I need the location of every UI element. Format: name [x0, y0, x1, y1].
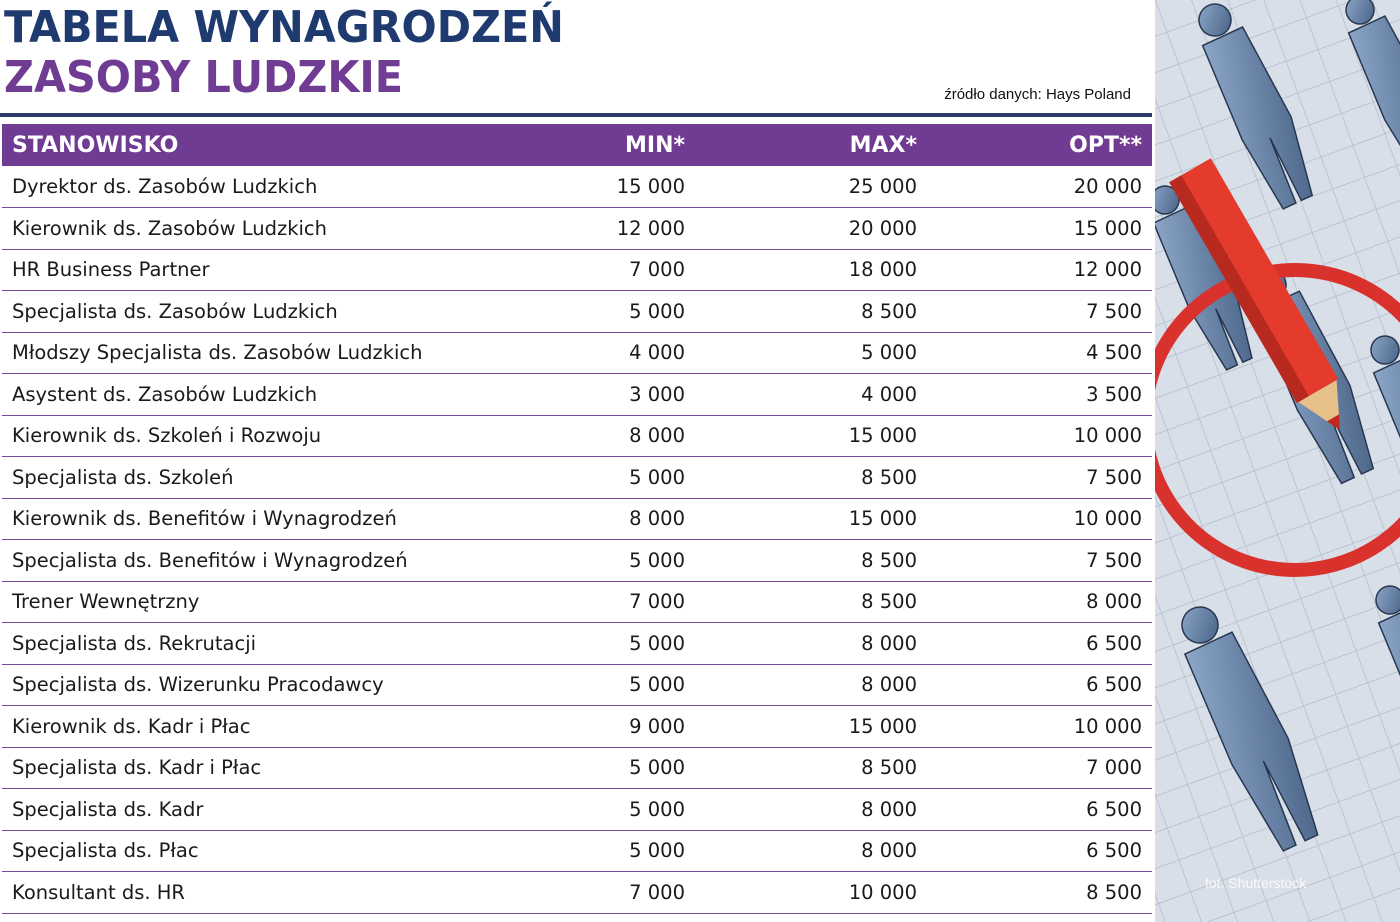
cell-opt: 6 500 [927, 623, 1152, 665]
data-source-note: źródło danych: Hays Poland [944, 86, 1131, 103]
cell-position: Specjalista ds. Zasobów Ludzkich [2, 291, 562, 333]
cell-position: Specjalista ds. Benefitów i Wynagrodzeń [2, 540, 562, 582]
cell-opt: 10 000 [927, 498, 1152, 540]
table-row [2, 457, 1152, 499]
cell-min: 5 000 [562, 457, 695, 499]
table-row [2, 623, 1152, 665]
cell-opt: 10 000 [927, 706, 1152, 748]
cell-min: 5 000 [562, 830, 695, 872]
cell-max: 8 500 [695, 747, 927, 789]
cell-min: 9 000 [562, 706, 695, 748]
title-divider [0, 113, 1152, 117]
cell-min: 5 000 [562, 291, 695, 333]
cell-max: 15 000 [695, 415, 927, 457]
cell-position: Kierownik ds. Zasobów Ludzkich [2, 208, 562, 250]
cell-opt: 15 000 [927, 208, 1152, 250]
cell-max: 8 500 [695, 457, 927, 499]
column-header-position: STANOWISKO [12, 132, 179, 158]
cell-position: Specjalista ds. Płac [2, 830, 562, 872]
cell-min: 5 000 [562, 664, 695, 706]
cell-min: 5 000 [562, 623, 695, 665]
cell-max: 8 000 [695, 789, 927, 831]
cell-position: Kierownik ds. Szkoleń i Rozwoju [2, 415, 562, 457]
cell-max: 4 000 [695, 374, 927, 416]
cell-max: 15 000 [695, 498, 927, 540]
cell-position: Specjalista ds. Wizerunku Pracodawcy [2, 664, 562, 706]
cell-position: Kierownik ds. Benefitów i Wynagrodzeń [2, 498, 562, 540]
cell-opt: 6 500 [927, 789, 1152, 831]
table-header-row [2, 124, 1152, 166]
cell-max: 18 000 [695, 249, 927, 291]
cell-position: Asystent ds. Zasobów Ludzkich [2, 374, 562, 416]
cell-max: 8 000 [695, 623, 927, 665]
cell-position: Młodszy Specjalista ds. Zasobów Ludzkich [2, 332, 562, 374]
table-row [2, 374, 1152, 416]
cell-position: Dyrektor ds. Zasobów Ludzkich [2, 166, 562, 208]
cell-max: 8 500 [695, 581, 927, 623]
cell-min: 5 000 [562, 540, 695, 582]
table-row [2, 747, 1152, 789]
cell-opt: 6 500 [927, 664, 1152, 706]
table-row [2, 498, 1152, 540]
cell-opt: 4 500 [927, 332, 1152, 374]
table-row [2, 830, 1152, 872]
cell-opt: 6 500 [927, 830, 1152, 872]
cell-opt: 8 000 [927, 581, 1152, 623]
table-row [2, 540, 1152, 582]
cell-max: 5 000 [695, 332, 927, 374]
cell-min: 7 000 [562, 581, 695, 623]
cell-min: 5 000 [562, 747, 695, 789]
table-row [2, 664, 1152, 706]
cell-min: 4 000 [562, 332, 695, 374]
cell-min: 12 000 [562, 208, 695, 250]
cell-opt: 10 000 [927, 415, 1152, 457]
cell-max: 8 500 [695, 540, 927, 582]
salary-table-body [2, 166, 1152, 913]
cell-max: 15 000 [695, 706, 927, 748]
cell-opt: 20 000 [927, 166, 1152, 208]
cell-opt: 12 000 [927, 249, 1152, 291]
cell-min: 15 000 [562, 166, 695, 208]
cell-position: Trener Wewnętrzny [2, 581, 562, 623]
cell-max: 8 000 [695, 830, 927, 872]
cell-opt: 7 500 [927, 540, 1152, 582]
salary-table [2, 124, 1152, 914]
cell-position: HR Business Partner [2, 249, 562, 291]
cell-opt: 7 000 [927, 747, 1152, 789]
table-row [2, 706, 1152, 748]
cell-position: Specjalista ds. Szkoleń [2, 457, 562, 499]
cell-opt: 7 500 [927, 457, 1152, 499]
cell-min: 5 000 [562, 789, 695, 831]
cell-position: Kierownik ds. Kadr i Płac [2, 706, 562, 748]
businessmen-illustration [1155, 0, 1400, 922]
table-row [2, 872, 1152, 914]
table-row [2, 208, 1152, 250]
table-row [2, 166, 1152, 208]
cell-max: 8 500 [695, 291, 927, 333]
table-row [2, 332, 1152, 374]
table-row [2, 291, 1152, 333]
cell-max: 10 000 [695, 872, 927, 914]
column-header-max: MAX* [849, 132, 917, 158]
cell-max: 20 000 [695, 208, 927, 250]
page-subtitle: ZASOBY LUDZKIE [4, 52, 404, 103]
cell-position: Specjalista ds. Kadr i Płac [2, 747, 562, 789]
cell-min: 8 000 [562, 415, 695, 457]
table-row [2, 249, 1152, 291]
cell-position: Specjalista ds. Rekrutacji [2, 623, 562, 665]
cell-min: 3 000 [562, 374, 695, 416]
cell-position: Konsultant ds. HR [2, 872, 562, 914]
column-header-min: MIN* [625, 132, 685, 158]
cell-min: 8 000 [562, 498, 695, 540]
photo-credit: fot. Shutterstock [1205, 875, 1307, 891]
illustration-photo [1155, 0, 1400, 922]
cell-min: 7 000 [562, 872, 695, 914]
cell-opt: 7 500 [927, 291, 1152, 333]
column-header-opt: OPT** [1069, 132, 1142, 158]
cell-opt: 3 500 [927, 374, 1152, 416]
table-row [2, 581, 1152, 623]
table-row [2, 789, 1152, 831]
cell-opt: 8 500 [927, 872, 1152, 914]
page-title: TABELA WYNAGRODZEŃ [4, 2, 564, 53]
cell-max: 25 000 [695, 166, 927, 208]
cell-max: 8 000 [695, 664, 927, 706]
cell-min: 7 000 [562, 249, 695, 291]
cell-position: Specjalista ds. Kadr [2, 789, 562, 831]
table-row [2, 415, 1152, 457]
